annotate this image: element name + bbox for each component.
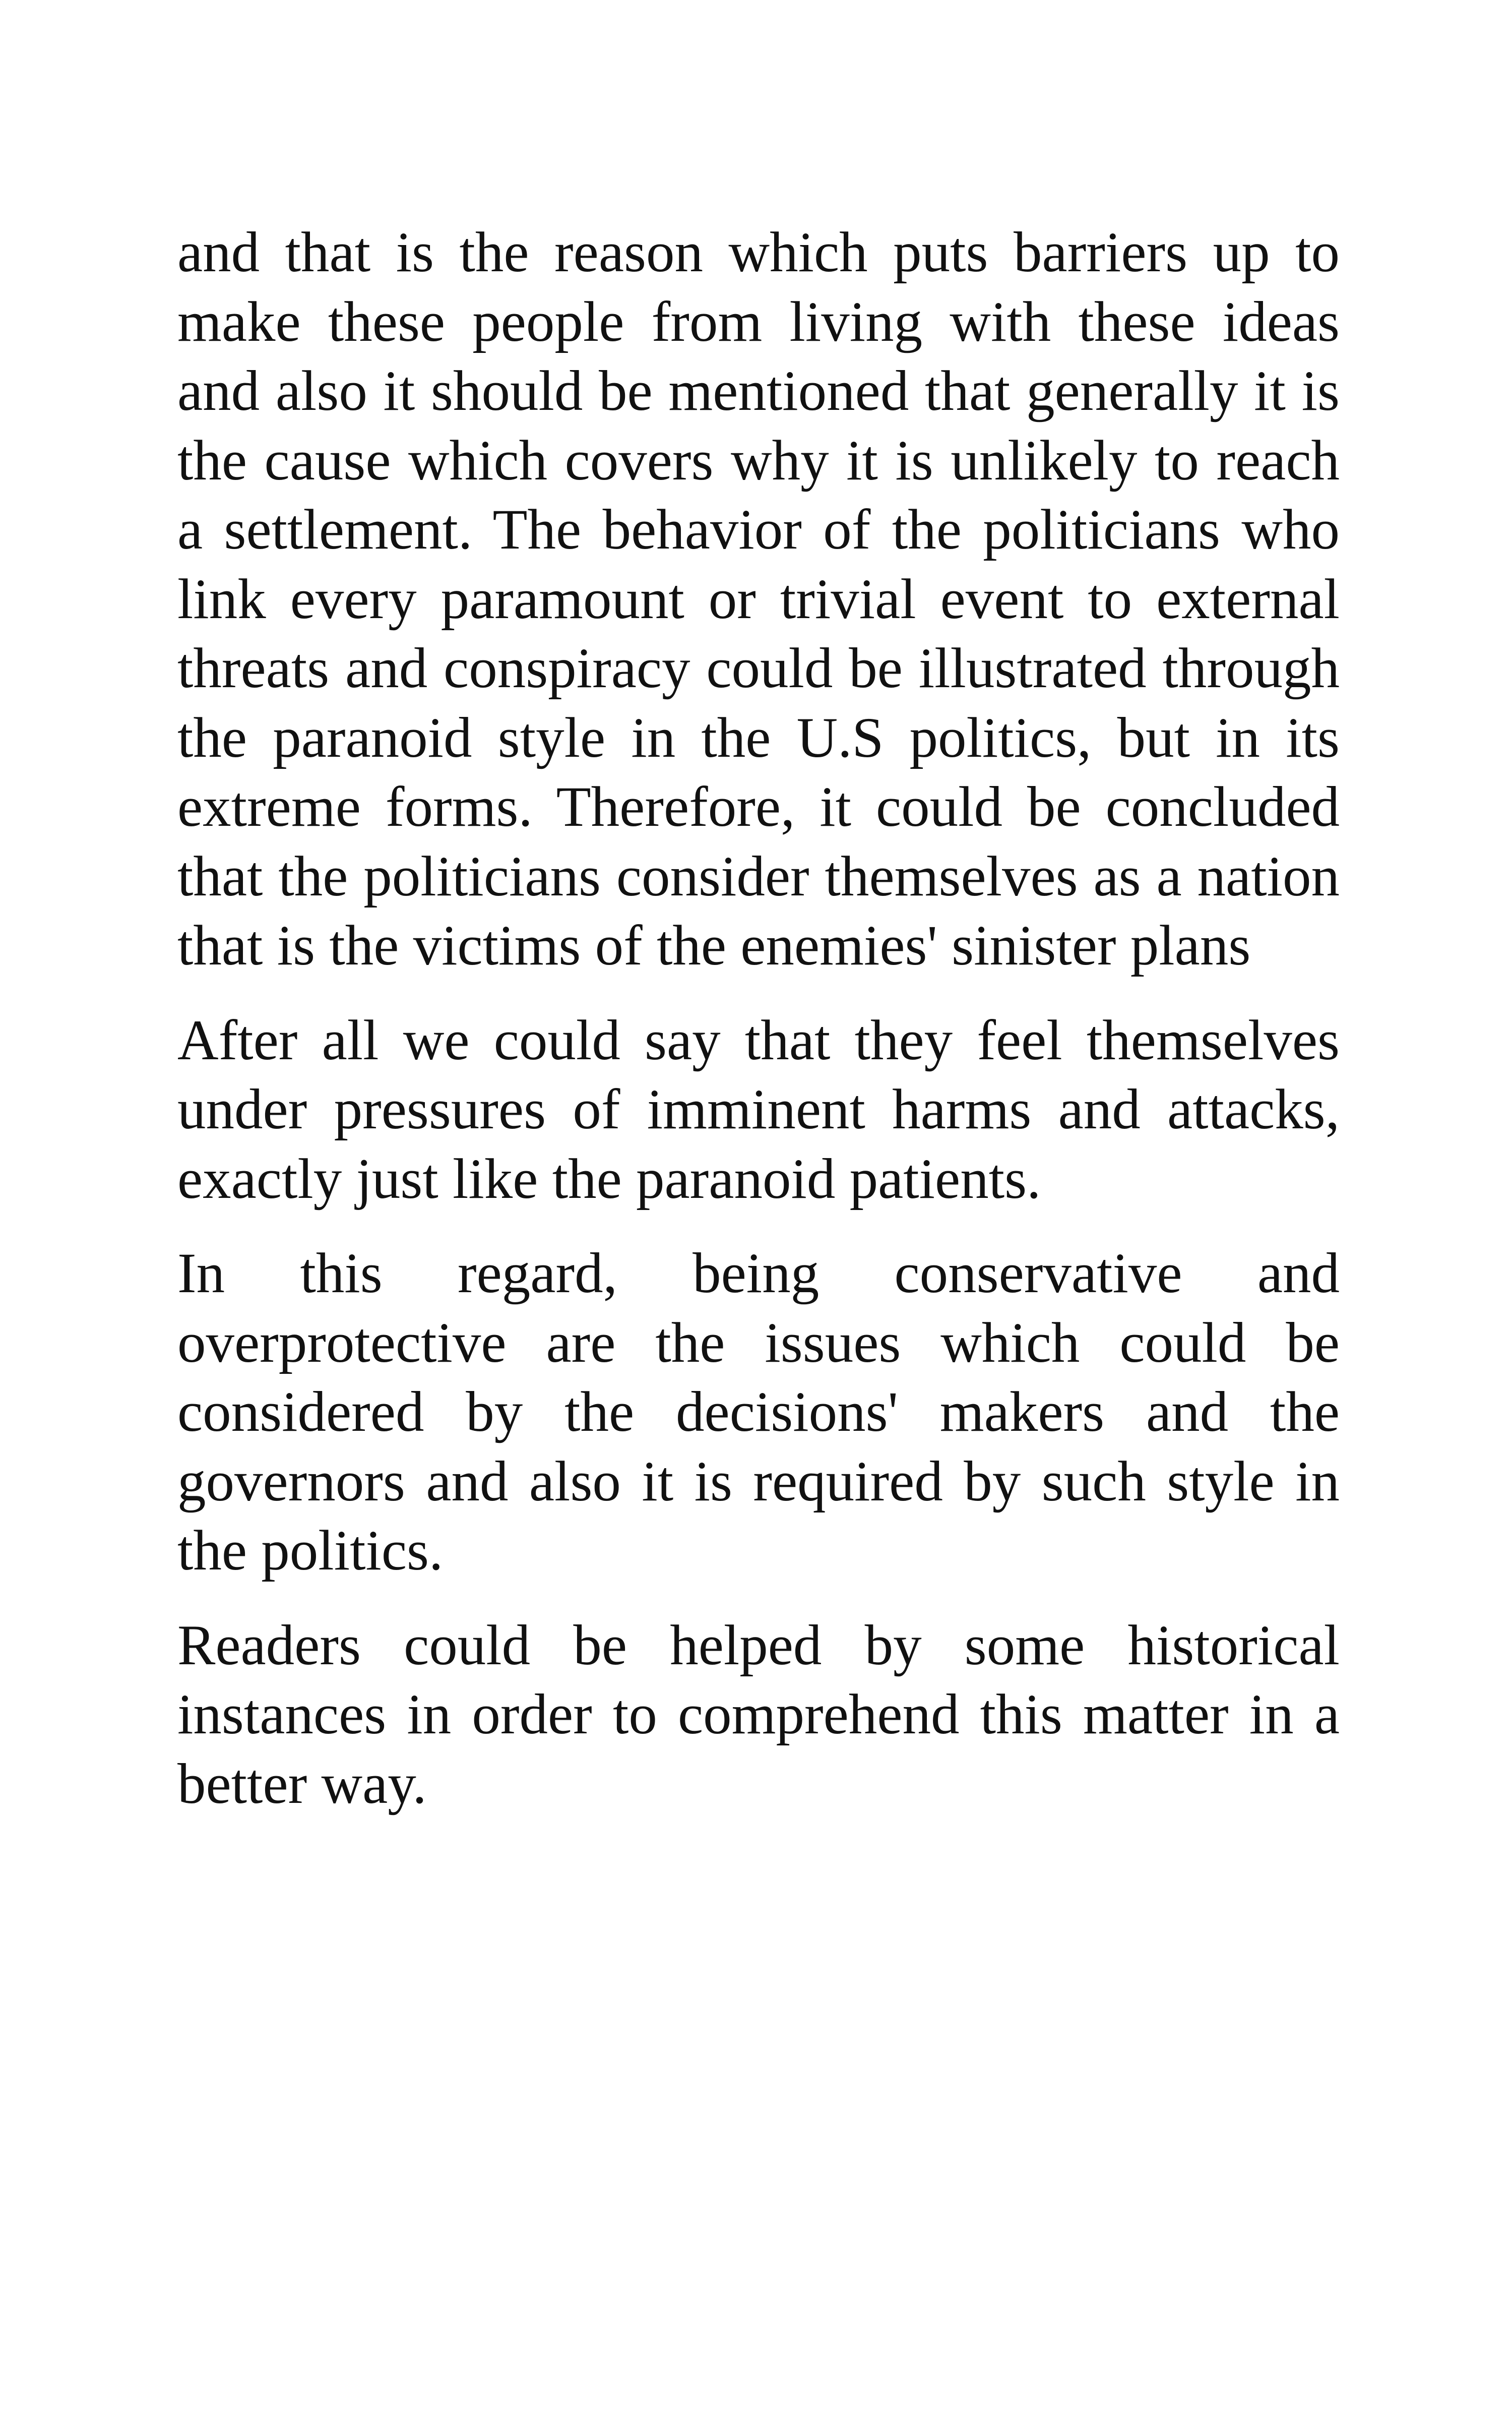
body-text [177,218,1340,1844]
paragraph-4: Readers could be helped by some historical instances in order to comprehend this matter in a better way. [177,1613,1340,1816]
paragraph-3: In this regard, being conservative and overprotective are the issues which could be considered by the decisions' makers and the governors and also it is required by such style in the politics. [177,1242,1340,1582]
paragraph-1: and that is the reason which puts barriers up to make these people from living with these ideas and also it should be mentioned that generally it is the cause which covers why it is unlikely to reach a settlement. The behavior of the politicians who link every paramount or trivial event to external threats and conspiracy could be illustrated through the paranoid style in the U.S politics, but in its extreme forms. Therefore, it could be concluded that the politicians consider themselves as a nation that is the victims of the enemies' sinister plans [177,221,1340,977]
paragraph-2: After all we could say that they feel themselves under pressures of imminent harms and attacks, exactly just like the paranoid patients. [177,1008,1340,1211]
